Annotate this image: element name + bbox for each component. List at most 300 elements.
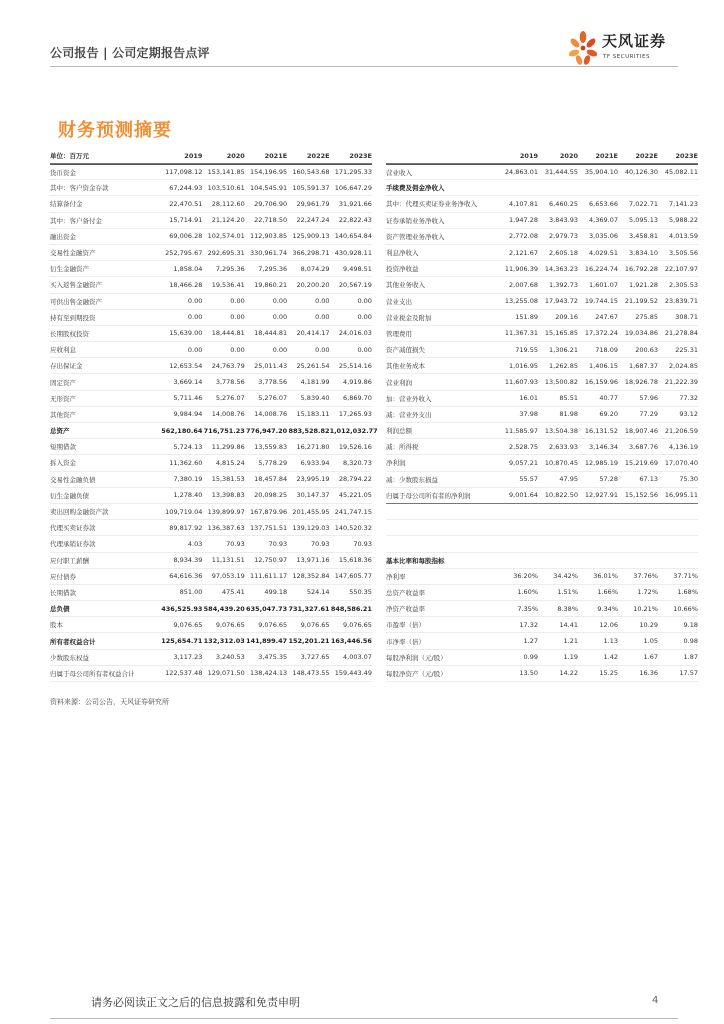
value-cell: 718.09 (595, 345, 618, 354)
value-cell: 20,098.25 (254, 491, 288, 500)
value-cell: 2,979.73 (549, 232, 578, 241)
row-label: 资产管理业务净收入 (386, 232, 445, 241)
value-cell: 3,778.56 (258, 378, 288, 387)
value-cell: 17,372.24 (584, 329, 618, 338)
header-year-cell: 2022E (635, 151, 658, 160)
value-cell: 0.00 (230, 345, 245, 354)
value-cell: 21,124.20 (211, 216, 245, 225)
value-cell: 5,839.40 (300, 394, 330, 403)
value-cell: 69,006.28 (169, 232, 203, 241)
value-cell: 20,414.17 (296, 329, 330, 338)
value-cell: 225.31 (675, 345, 698, 354)
table-row (50, 439, 372, 455)
value-cell: 4,013.59 (669, 232, 698, 241)
value-cell: 70.93 (226, 539, 245, 548)
table-row (386, 488, 698, 504)
header-year-cell: 2020 (559, 151, 578, 160)
value-cell: 40.77 (599, 394, 618, 403)
value-cell: 117,098.12 (165, 168, 203, 177)
value-cell: 6,933.94 (300, 458, 330, 467)
value-cell: 14,008.76 (211, 410, 245, 419)
value-cell: 70.93 (353, 539, 372, 548)
value-cell: 0.00 (315, 297, 330, 306)
value-cell: 241,747.15 (334, 507, 372, 516)
value-cell: 1,687.37 (629, 361, 658, 370)
value-cell: 3,505.56 (669, 248, 698, 257)
value-cell: 24,863.01 (504, 168, 538, 177)
value-cell: 67.13 (639, 475, 658, 484)
value-cell: 36.20% (513, 572, 538, 581)
value-cell: 0.00 (187, 313, 203, 322)
row-label: 无形资产 (50, 394, 76, 403)
header-year-cell: 2019 (184, 151, 203, 160)
table-row (386, 164, 698, 180)
value-cell: 550.35 (349, 588, 372, 597)
value-cell: 132,312.03 (203, 637, 245, 646)
value-cell: 10.66% (673, 604, 698, 613)
value-cell: 209.16 (555, 313, 578, 322)
header-label-cell: 单位：百万元 (50, 152, 89, 160)
table-row (50, 536, 372, 552)
table-row (50, 342, 372, 358)
table-row (386, 439, 698, 455)
value-cell: 499.18 (264, 588, 288, 597)
logo-flower-icon (566, 28, 600, 68)
value-cell: 2,024.85 (669, 361, 698, 370)
value-cell: 57.96 (639, 394, 658, 403)
value-cell: 17,265.93 (338, 410, 372, 419)
value-cell: 14.22 (559, 669, 578, 678)
value-cell: 75.30 (679, 475, 698, 484)
row-label: 交易性金融资产 (50, 249, 96, 258)
value-cell: 0.00 (357, 313, 372, 322)
value-cell: 5,724.13 (173, 442, 203, 451)
disclaimer-text: 请务必阅读正文之后的信息披露和免责申明 (91, 996, 300, 1009)
value-cell: 851.00 (179, 588, 203, 597)
value-cell: 70.93 (310, 539, 330, 548)
table-row (50, 391, 372, 407)
value-cell: 67,244.93 (169, 183, 203, 192)
value-cell: 112,903.85 (249, 232, 288, 241)
value-cell: 15,165.85 (544, 329, 578, 338)
value-cell: 475.41 (222, 588, 245, 597)
table-row (386, 196, 698, 212)
value-cell: 9.18 (683, 620, 698, 629)
value-cell: 1,306.21 (549, 345, 578, 354)
table-row (386, 294, 698, 310)
value-cell: 1.67 (643, 653, 658, 662)
value-cell: 1.05 (643, 637, 658, 646)
value-cell: 12,985.19 (584, 458, 618, 467)
table-row (386, 229, 698, 245)
value-cell: 17.32 (519, 620, 538, 629)
table-row (50, 488, 372, 504)
table-row (50, 617, 372, 633)
table-row (386, 585, 698, 601)
value-cell: 139,129.03 (292, 523, 330, 532)
value-cell: 37.71% (673, 572, 698, 581)
value-cell: 138,424.13 (249, 669, 288, 678)
value-cell: 0.00 (357, 297, 372, 306)
value-cell: 14.41 (559, 620, 578, 629)
value-cell: 57.28 (599, 475, 618, 484)
row-label: 买入返售金融资产 (50, 281, 102, 290)
value-cell: 8,934.39 (173, 556, 203, 565)
value-cell: 5,711.46 (173, 394, 203, 403)
value-cell: 7,295.36 (215, 264, 245, 273)
header-year-cell: 2019 (519, 151, 538, 160)
logo-name-cn: 天风证券 (602, 32, 667, 50)
row-label: 证券承销业务净收入 (386, 216, 445, 225)
value-cell: 81.98 (559, 410, 578, 419)
header-year-cell: 2021E (595, 151, 618, 160)
value-cell: 20,200.20 (296, 280, 330, 289)
value-cell: 275.85 (635, 313, 658, 322)
value-cell: 129,071.50 (207, 669, 245, 678)
value-cell: 11,131.51 (211, 556, 245, 565)
value-cell: 13,971.16 (296, 556, 330, 565)
value-cell: 1.68% (677, 588, 698, 597)
value-cell: 105,591.37 (292, 183, 330, 192)
value-cell: 7,022.71 (629, 199, 658, 208)
row-label: 可供出售金融资产 (50, 297, 102, 306)
row-label: 净利润 (386, 459, 406, 468)
value-cell: 1.27 (523, 637, 538, 646)
row-label: 总负债 (50, 605, 70, 614)
row-label: 所有者权益合计 (50, 637, 96, 646)
value-cell: 29,706.90 (254, 199, 288, 208)
value-cell: 69.20 (599, 410, 618, 419)
value-cell: 16,995.11 (664, 491, 698, 500)
value-cell: 5,988.22 (669, 216, 698, 225)
value-cell: 1.66% (597, 588, 618, 597)
table-header-row (386, 148, 698, 164)
value-cell: 89,817.92 (169, 523, 203, 532)
row-label: 长期借款 (50, 588, 76, 597)
value-cell: 15,152.56 (624, 491, 658, 500)
value-cell: 5,276.07 (258, 394, 288, 403)
row-label: 减：营业外支出 (386, 410, 432, 419)
table-row (50, 423, 378, 439)
table-row (50, 407, 372, 423)
row-label: 卖出回购金融资产款 (50, 508, 109, 517)
value-cell: 2,605.18 (549, 248, 578, 257)
value-cell: 2,772.08 (509, 232, 538, 241)
value-cell: 10.21% (633, 604, 658, 613)
value-cell: 16,131.52 (584, 426, 618, 435)
value-cell: 10,870.45 (544, 458, 578, 467)
value-cell: 70.93 (268, 539, 288, 548)
value-cell: 17.57 (679, 669, 698, 678)
row-label: 归属于母公司所有者权益合计 (50, 669, 135, 678)
value-cell: 153,141.85 (207, 168, 245, 177)
value-cell: 4,003.07 (343, 653, 372, 662)
value-cell: 1,392.73 (549, 280, 578, 289)
value-cell: 9,001.64 (509, 491, 538, 500)
value-cell: 0.99 (523, 653, 538, 662)
table-row (50, 585, 372, 601)
row-label: 应付职工薪酬 (50, 556, 89, 565)
value-cell: 20,567.19 (338, 280, 372, 289)
row-label: 基本比率和每股指标 (386, 556, 445, 565)
value-cell: 13,398.83 (211, 491, 245, 500)
value-cell: 9,984.94 (173, 410, 203, 419)
value-cell: 17,070.40 (664, 458, 698, 467)
row-label: 资产减值损失 (386, 346, 425, 355)
row-label: 持有至到期投资 (50, 313, 96, 322)
value-cell: 16,792.28 (624, 264, 658, 273)
value-cell: 18,466.28 (169, 280, 203, 289)
value-cell: 13,504.38 (544, 426, 578, 435)
row-label: 营业支出 (386, 297, 412, 306)
value-cell: 14,008.76 (254, 410, 288, 419)
value-cell: 5,095.13 (629, 216, 658, 225)
value-cell: 19,860.21 (254, 280, 288, 289)
row-label: 净资产收益率 (386, 605, 425, 614)
value-cell: 1.51% (557, 588, 578, 597)
value-cell: 11,585.97 (504, 426, 538, 435)
value-cell: 9,057.21 (509, 458, 538, 467)
value-cell: 128,352.84 (292, 572, 330, 581)
row-label: 减：少数股东损益 (386, 475, 438, 484)
value-cell: 0.00 (230, 297, 245, 306)
value-cell: 9,076.65 (258, 620, 288, 629)
value-cell: 252,795.67 (165, 248, 203, 257)
value-cell: 247.67 (595, 313, 618, 322)
value-cell: 19,034.86 (624, 329, 658, 338)
value-cell: 12,750.97 (254, 556, 288, 565)
table-row (50, 326, 372, 342)
value-cell: 13,559.83 (254, 442, 288, 451)
value-cell: 7,380.19 (173, 475, 203, 484)
table-row (386, 358, 698, 374)
table-row (50, 229, 372, 245)
value-cell: 28,112.60 (211, 199, 245, 208)
income-statement-table (386, 148, 698, 682)
table-row (386, 601, 698, 617)
row-label: 应付债券 (50, 572, 76, 581)
table-row (50, 180, 372, 196)
value-cell: 18,926.78 (624, 378, 658, 387)
value-cell: 159,443.49 (334, 669, 372, 678)
value-cell: 1,262.85 (549, 361, 578, 370)
value-cell: 18,444.81 (254, 329, 288, 338)
table-row (50, 633, 372, 649)
table-row (386, 504, 698, 520)
value-cell: 19,536.41 (211, 280, 245, 289)
value-cell: 19,526.16 (338, 442, 372, 451)
value-cell: 160,543.68 (292, 168, 330, 177)
value-cell: 16,159.96 (584, 378, 618, 387)
table-row (386, 261, 698, 277)
table-row (386, 374, 698, 390)
value-cell: 125,909.13 (292, 232, 330, 241)
value-cell: 8,074.29 (300, 264, 330, 273)
table-row (386, 245, 698, 261)
value-cell: 1,858.04 (173, 264, 203, 273)
header-year-cell: 2020 (226, 151, 245, 160)
table-row (386, 180, 698, 196)
value-cell: 7,295.36 (258, 264, 288, 273)
row-label: 其中：客户资金存款 (50, 184, 109, 193)
value-cell: 104,545.91 (249, 183, 288, 192)
value-cell: 3,843.93 (549, 216, 578, 225)
value-cell: 16,224.74 (584, 264, 618, 273)
value-cell: 0.00 (315, 345, 330, 354)
value-cell: 9,076.65 (173, 620, 203, 629)
row-label: 应收利息 (50, 346, 76, 355)
value-cell: 45,221.05 (338, 491, 372, 500)
value-cell: 3,687.76 (629, 442, 658, 451)
value-cell: 31,444.55 (544, 168, 578, 177)
value-cell: 22,107.97 (664, 264, 698, 273)
logo-name-en: TF SECURITIES (603, 54, 650, 60)
value-cell: 366,298.71 (292, 248, 330, 257)
row-label: 其他资产 (50, 410, 76, 419)
value-cell: 34.42% (553, 572, 578, 581)
table-row (386, 455, 698, 471)
row-label: 其中：代理买卖证券业务净收入 (386, 200, 477, 209)
value-cell: 11,299.86 (211, 442, 245, 451)
table-row (50, 520, 372, 536)
value-cell: 1.87 (683, 653, 698, 662)
value-cell: 6,653.66 (589, 199, 618, 208)
row-label: 市净率（倍） (386, 637, 425, 646)
row-label: 代理承销证券款 (50, 540, 96, 549)
value-cell: 21,206.59 (664, 426, 698, 435)
value-cell: 292,695.31 (207, 248, 245, 257)
value-cell: 3,240.53 (215, 653, 245, 662)
value-cell: 103,510.61 (207, 183, 245, 192)
value-cell: 23,839.71 (664, 297, 698, 306)
value-cell: 30,147.37 (296, 491, 330, 500)
value-cell: 22,247.24 (296, 216, 330, 225)
table-row (386, 553, 698, 569)
value-cell: 10,822.50 (544, 491, 578, 500)
value-cell: 22,470.51 (169, 199, 203, 208)
value-cell: 21,278.84 (664, 329, 698, 338)
value-cell: 137,751.51 (249, 523, 288, 532)
value-cell: 716,751.23 (203, 426, 245, 435)
value-cell: 2,305.53 (669, 280, 698, 289)
table-row (386, 520, 698, 536)
value-cell: 1,278.40 (173, 491, 203, 500)
row-label: 营业收入 (386, 168, 412, 177)
table-row (50, 666, 372, 682)
value-cell: 93.12 (679, 410, 698, 419)
value-cell: 16.36 (639, 669, 658, 678)
value-cell: 11,906.39 (504, 264, 538, 273)
value-cell: 584,439.20 (203, 604, 245, 613)
value-cell: 1,947.28 (509, 216, 538, 225)
company-logo (566, 28, 706, 68)
value-cell: 524.14 (306, 588, 330, 597)
table-row (50, 601, 372, 617)
value-cell: 147,605.77 (334, 572, 372, 581)
header-divider (50, 66, 678, 67)
header-year-cell: 2023E (675, 151, 698, 160)
balance-sheet-table (50, 148, 378, 682)
value-cell: 3,778.56 (215, 378, 245, 387)
value-cell: 562,180.64 (161, 426, 203, 435)
value-cell: 4,136.19 (669, 442, 698, 451)
value-cell: 0.00 (357, 345, 372, 354)
table-row (386, 472, 698, 488)
table-row (50, 310, 372, 326)
value-cell: 12,653.54 (169, 361, 203, 370)
row-label: 手续费及佣金净收入 (386, 184, 445, 193)
value-cell: 141,899.47 (246, 637, 288, 646)
table-row (50, 553, 372, 569)
value-cell: 1,016.95 (509, 361, 538, 370)
value-cell: 167,879.96 (249, 507, 288, 516)
value-cell: 4,107.81 (509, 199, 538, 208)
table-row (50, 374, 372, 390)
value-cell: 18,907.46 (624, 426, 658, 435)
value-cell: 776,947.20 (246, 426, 288, 435)
footer-divider (50, 1018, 678, 1019)
table-row (386, 536, 698, 552)
value-cell: 0.00 (272, 297, 288, 306)
value-cell: 122,537.48 (165, 669, 203, 678)
row-label: 净利率 (386, 572, 406, 581)
table-row (50, 245, 372, 261)
row-label: 投资净收益 (386, 265, 419, 274)
table-row (50, 472, 372, 488)
value-cell: 1,601.07 (589, 280, 618, 289)
value-cell: 5,276.07 (215, 394, 245, 403)
value-cell: 635,047.73 (246, 604, 288, 613)
row-label: 固定资产 (50, 378, 76, 387)
value-cell: 64,616.36 (169, 572, 203, 581)
value-cell: 55.57 (519, 475, 538, 484)
value-cell: 16,271.80 (296, 442, 330, 451)
data-source-note: 资料来源：公司公告，天风证券研究所 (50, 698, 169, 706)
value-cell: 3,727.65 (300, 653, 330, 662)
value-cell: 136,387.63 (207, 523, 245, 532)
value-cell: 1.72% (637, 588, 658, 597)
value-cell: 4.03 (187, 539, 203, 548)
value-cell: 13,500.82 (544, 378, 578, 387)
value-cell: 24,763.79 (211, 361, 245, 370)
value-cell: 10.29 (639, 620, 658, 629)
value-cell: 15,183.11 (296, 410, 330, 419)
value-cell: 436,525.93 (161, 604, 203, 613)
row-label: 其他业务成本 (386, 362, 425, 371)
row-label: 加：营业外收入 (386, 394, 432, 403)
value-cell: 330,961.74 (249, 248, 288, 257)
value-cell: 0.00 (230, 313, 245, 322)
value-cell: 22,718.50 (254, 216, 288, 225)
value-cell: 1.13 (603, 637, 618, 646)
row-label: 管理费用 (386, 329, 412, 338)
value-cell: 0.00 (315, 313, 330, 322)
row-label: 总资产收益率 (386, 588, 425, 597)
value-cell: 24,016.03 (338, 329, 372, 338)
value-cell: 102,574.01 (207, 232, 245, 241)
row-label: 营业利润 (386, 378, 412, 387)
table-row (386, 391, 698, 407)
value-cell: 9,076.65 (300, 620, 330, 629)
value-cell: 848,586.21 (330, 604, 372, 613)
value-cell: 1,012,032.77 (329, 426, 378, 435)
table-row (386, 617, 698, 633)
value-cell: 308.71 (675, 313, 698, 322)
value-cell: 12.06 (599, 620, 618, 629)
value-cell: 11,607.93 (504, 378, 538, 387)
value-cell: 6,460.25 (549, 199, 578, 208)
value-cell: 36.01% (593, 572, 618, 581)
